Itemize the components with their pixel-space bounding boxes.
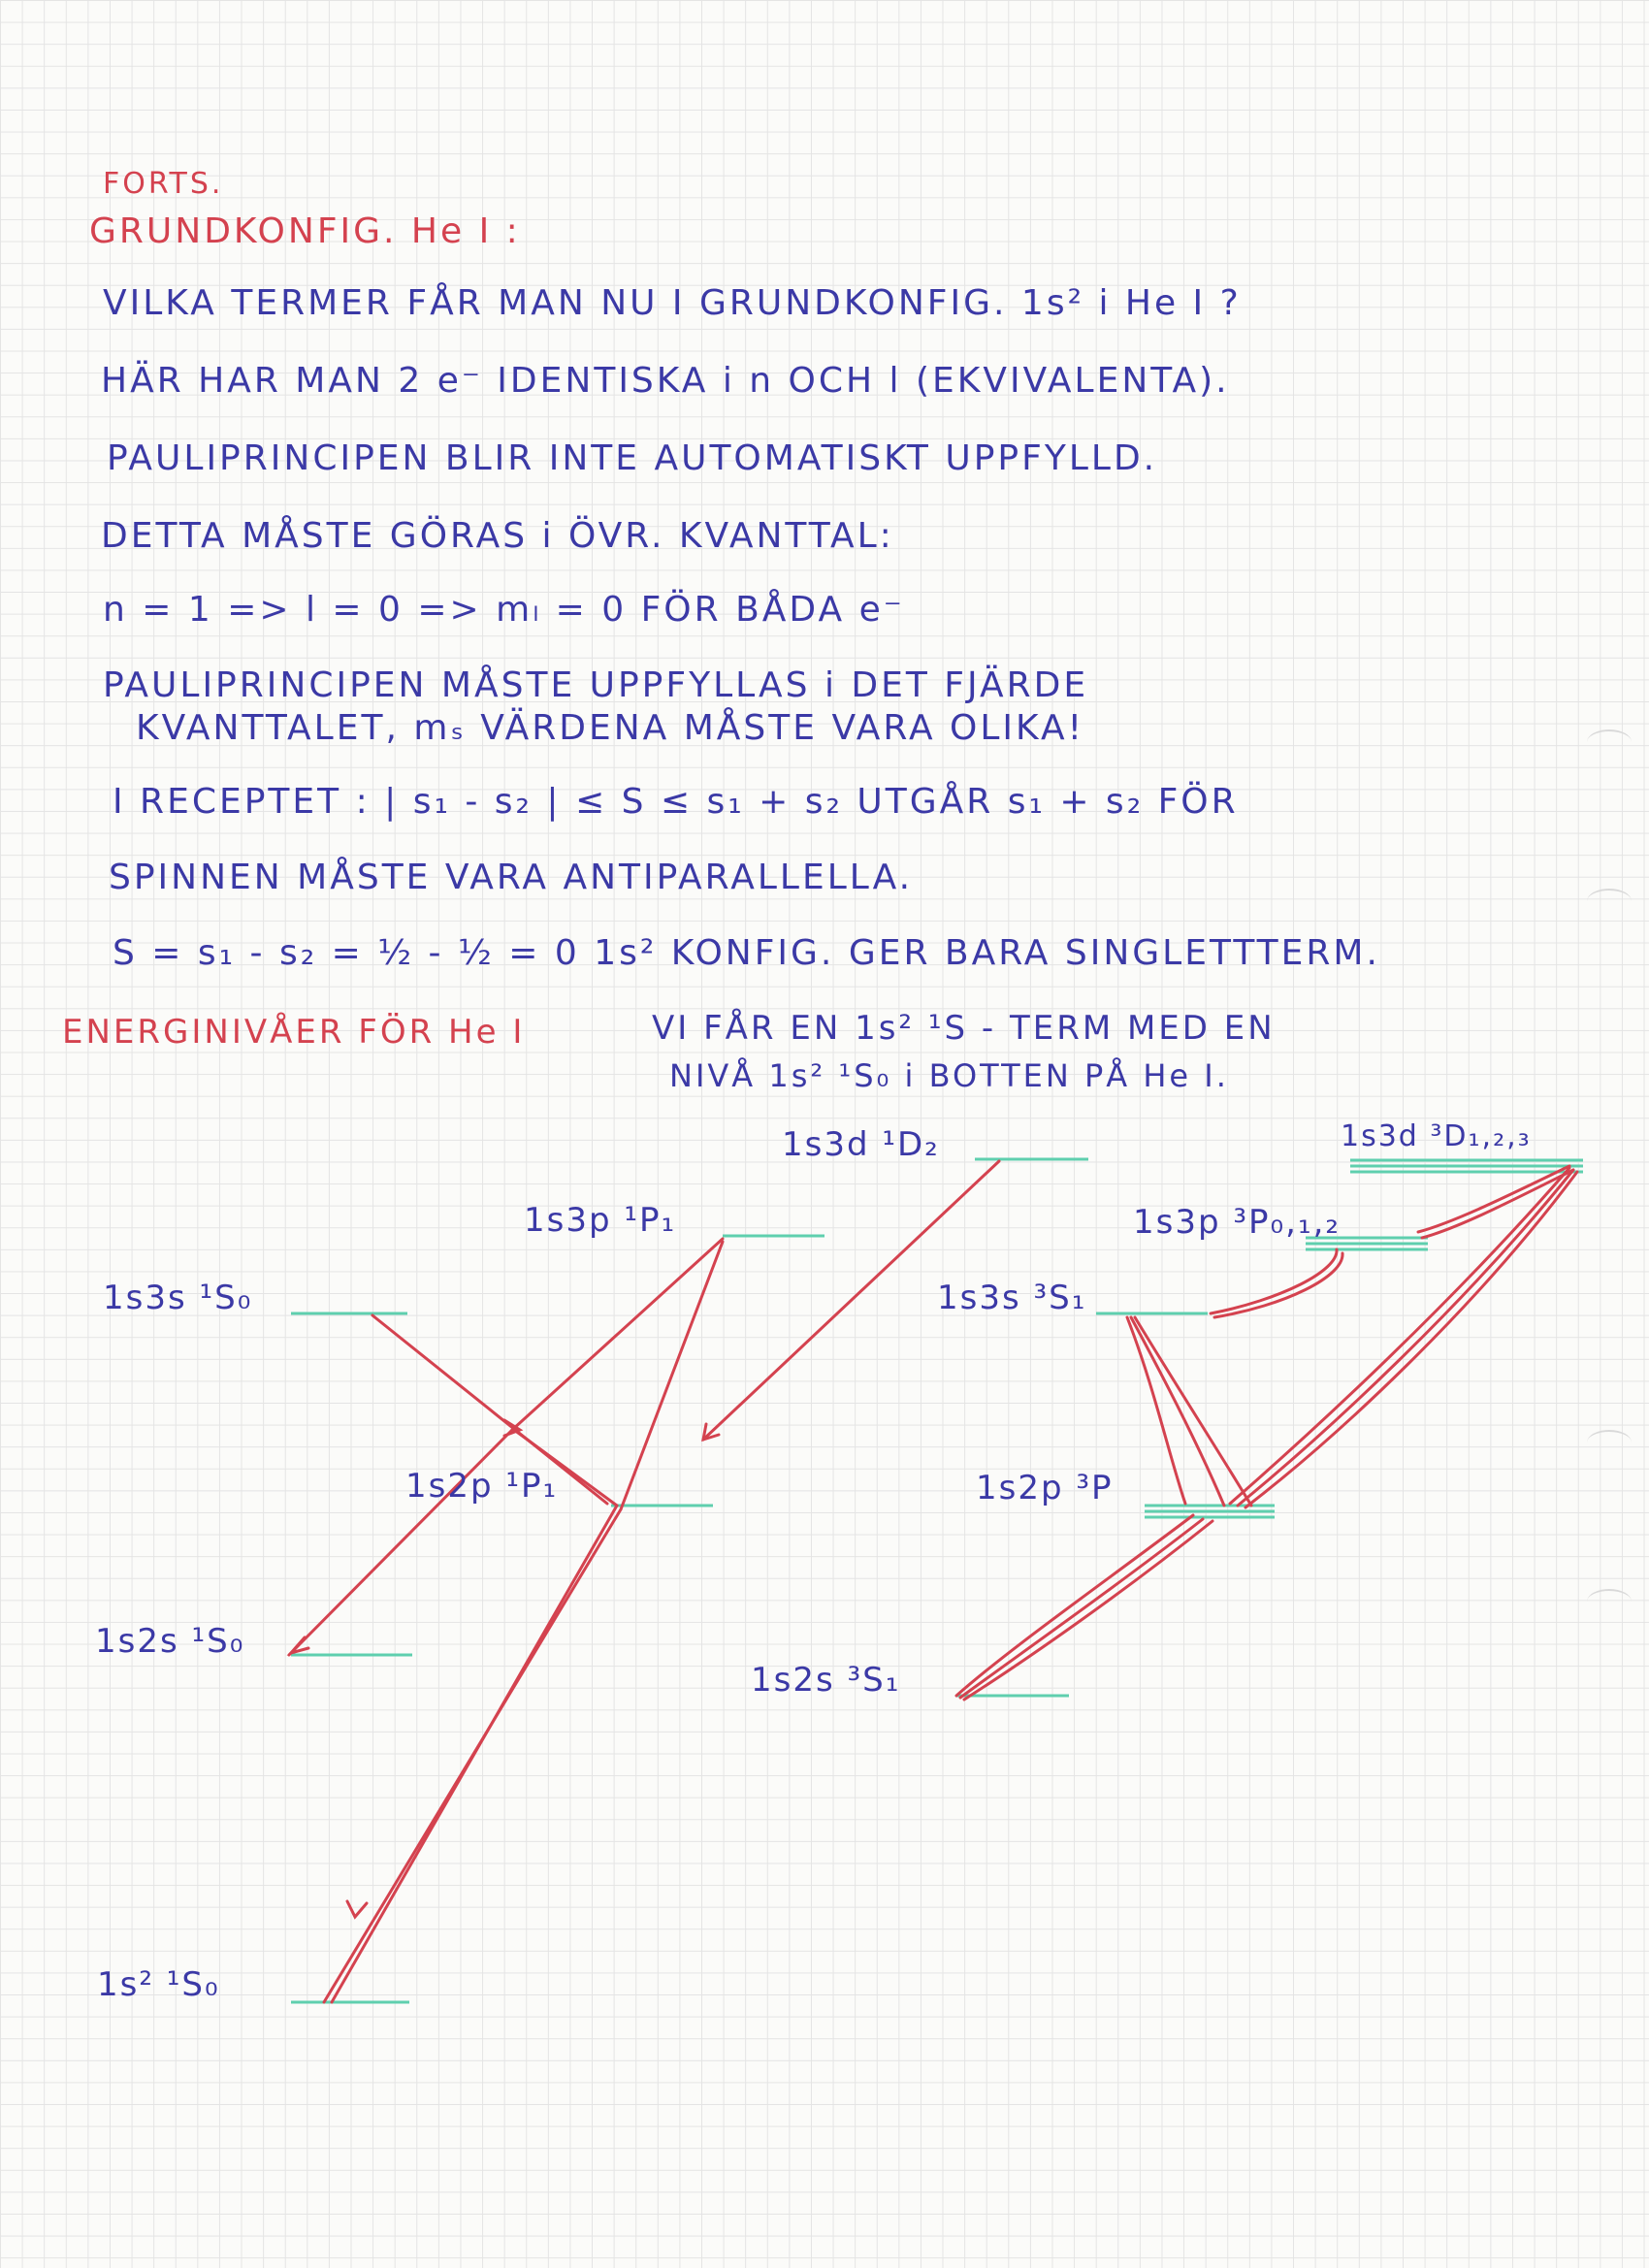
level-label-1s3s-3S1: 1s3s ³S₁ xyxy=(937,1279,1087,1317)
energy-levels-title: ENERGINIVÅER FÖR He I xyxy=(62,1013,526,1052)
transition-1P1-to-1S0 xyxy=(512,1239,723,1430)
transition-3p-to-gnd xyxy=(621,1242,723,1509)
arrow-head xyxy=(347,1901,367,1917)
transition-3D-to-3P-upper xyxy=(1418,1166,1569,1232)
level-label-1s2s-3S1: 1s2s ³S₁ xyxy=(751,1661,901,1700)
text-line: VILKA TERMER FÅR MAN NU I GRUNDKONFIG. 1s² i He I ? xyxy=(103,283,1242,323)
note-line: VI FÅR EN 1s² ¹S - TERM MED EN xyxy=(652,1009,1276,1048)
text-line: DETTA MÅSTE GÖRAS i ÖVR. KVANTTAL: xyxy=(101,516,894,556)
level-label-1s2p-1P1: 1s2p ¹P₁ xyxy=(405,1467,559,1506)
note-line: NIVÅ 1s² ¹S₀ i BOTTEN PÅ He I. xyxy=(669,1057,1229,1094)
level-label-1s3d-3D: 1s3d ³D₁,₂,₃ xyxy=(1341,1119,1532,1153)
text-line: PAULIPRINCIPEN BLIR INTE AUTOMATISKT UPPFYLLD. xyxy=(107,438,1158,478)
level-label-1s3s-1S0: 1s3s ¹S₀ xyxy=(103,1279,253,1317)
text-line: HÄR HAR MAN 2 e⁻ IDENTISKA i n OCH l (EKVIVALENTA). xyxy=(101,361,1230,401)
text-line: KVANTTALET, mₛ VÄRDENA MÅSTE VARA OLIKA! xyxy=(136,708,1085,748)
transition-3S-to-3P xyxy=(1127,1317,1185,1504)
level-label-1s3p-3P: 1s3p ³P₀,₁,₂ xyxy=(1133,1203,1342,1242)
text-line: S = s₁ - s₂ = ½ - ½ = 0 1s² KONFIG. GER BARA SINGLETTTERM. xyxy=(113,933,1380,973)
text-line: SPINNEN MÅSTE VARA ANTIPARALLELLA. xyxy=(109,858,914,897)
transition-lines xyxy=(289,1161,1577,2002)
level-label-1s2-1S0: 1s² ¹S₀ xyxy=(97,1965,220,2004)
transition-3P-to-3S1 xyxy=(956,1515,1193,1696)
text-line: n = 1 => l = 0 => mₗ = 0 FÖR BÅDA e⁻ xyxy=(103,590,905,630)
heading-forts: FORTS. xyxy=(103,167,224,201)
transition-2p-to-gnd xyxy=(332,1506,617,2002)
level-label-1s2s-1S0: 1s2s ¹S₀ xyxy=(95,1622,245,1661)
heading-grundkonfig: GRUNDKONFIG. He I : xyxy=(89,211,521,251)
text-line: PAULIPRINCIPEN MÅSTE UPPFYLLAS i DET FJÄRDE xyxy=(103,665,1089,705)
level-label-1s3p-1P1: 1s3p ¹P₁ xyxy=(524,1201,677,1240)
level-label-1s3d-1D2: 1s3d ¹D₂ xyxy=(782,1125,940,1164)
level-label-1s2p-3P: 1s2p ³P xyxy=(976,1469,1114,1507)
text-line: I RECEPTET : | s₁ - s₂ | ≤ S ≤ s₁ + s₂ UTGÅR s₁ + s₂ FÖR xyxy=(113,782,1239,822)
